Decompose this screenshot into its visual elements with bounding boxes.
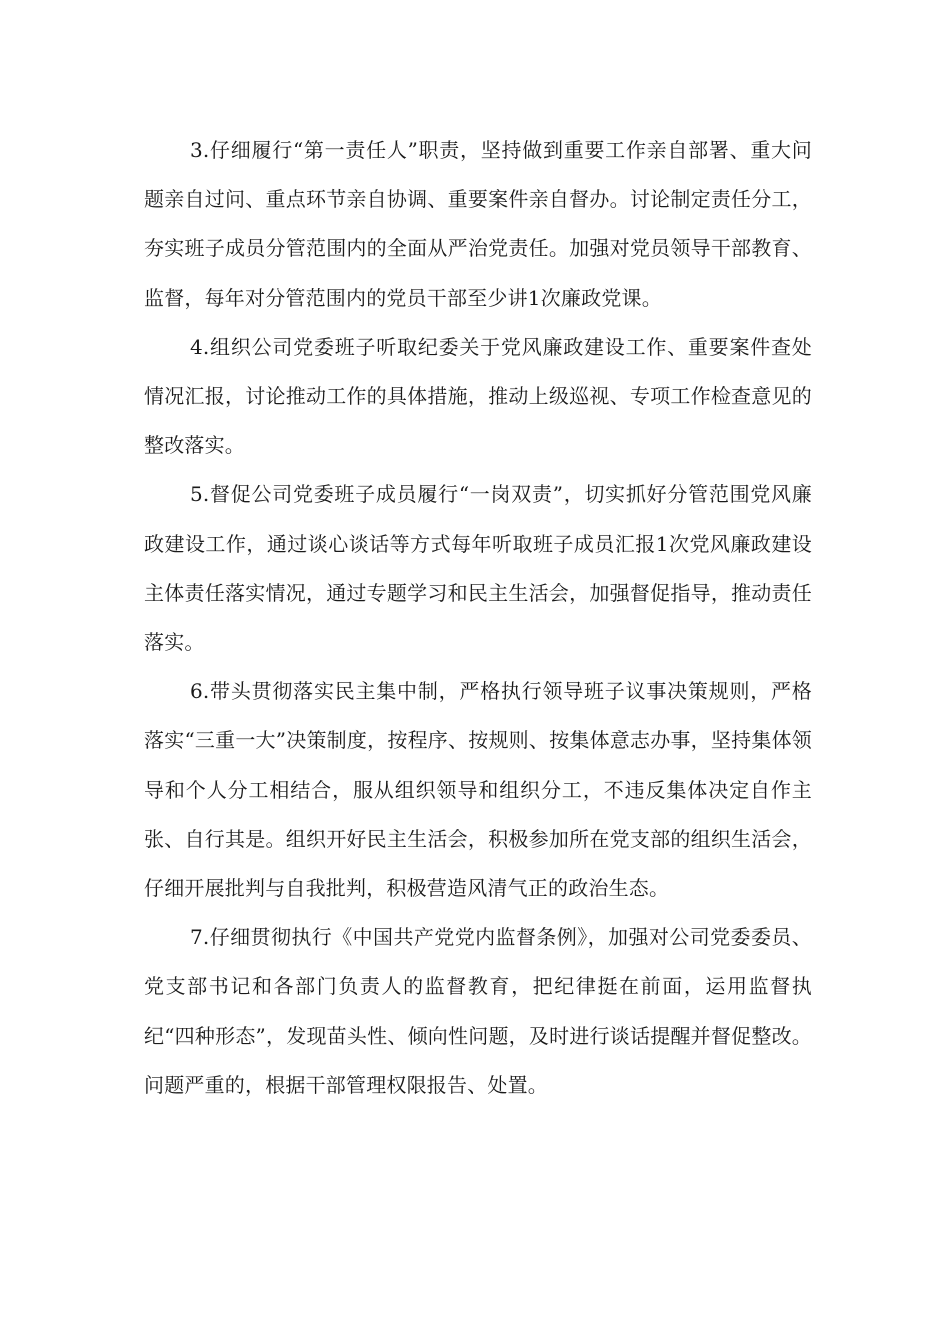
paragraph-item-3: 3.仔细履行“第一责任人”职责，坚持做到重要工作亲自部署、重大问题亲自过问、重点环节亲自协调、重要案件亲自督办。讨论制定责任分工，夯实班子成员分管范围内的全面从严治党责任。加强对党员领导干部教育、监督，每年对分管范围内的党员干部至少讲1次廉政党课。 xyxy=(144,138,812,310)
paragraph-item-6: 6.带头贯彻落实民主集中制，严格执行领导班子议事决策规则，严格落实“三重一大”决策制度，按程序、按规则、按集体意志办事，坚持集体领导和个人分工相结合，服从组织领导和组织分工，不违反集体决定自作主张、自行其是。组织开好民主生活会，积极参加所在党支部的组织生活会，仔细开展批判与自我批判，积极营造风清气正的政治生态。 xyxy=(144,679,812,901)
paragraph-item-7: 7.仔细贯彻执行《中国共产党党内监督条例》，加强对公司党委委员、党支部书记和各部门负责人的监督教育，把纪律挺在前面，运用监督执纪“四种形态”，发现苗头性、倾向性问题，及时进行谈话提醒并督促整改。问题严重的，根据干部管理权限报告、处置。 xyxy=(144,925,812,1097)
paragraph-item-4: 4.组织公司党委班子听取纪委关于党风廉政建设工作、重要案件查处情况汇报，讨论推动工作的具体措施，推动上级巡视、专项工作检查意见的整改落实。 xyxy=(144,334,812,458)
document-body xyxy=(144,126,812,1110)
paragraph-item-5: 5.督促公司党委班子成员履行“一岗双责”，切实抓好分管范围党风廉政建设工作，通过谈心谈话等方式每年听取班子成员汇报1次党风廉政建设主体责任落实情况，通过专题学习和民主生活会，加强督促指导，推动责任落实。 xyxy=(144,482,812,655)
